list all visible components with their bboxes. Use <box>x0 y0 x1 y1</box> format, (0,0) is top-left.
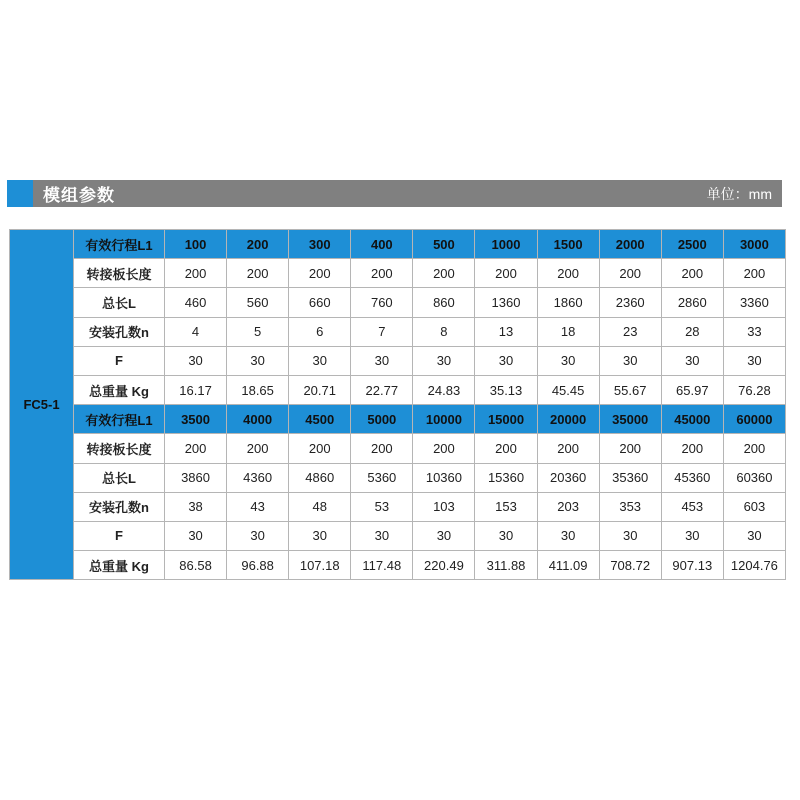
value-cell: 4000 <box>227 405 289 434</box>
value-cell: 30 <box>289 346 351 375</box>
value-cell: 200 <box>537 259 599 288</box>
row-label: F <box>74 521 165 550</box>
value-cell: 20.71 <box>289 375 351 404</box>
value-cell: 60360 <box>723 463 785 492</box>
value-cell: 400 <box>351 230 413 259</box>
value-cell: 708.72 <box>599 551 661 580</box>
value-cell: 30 <box>227 521 289 550</box>
value-cell: 300 <box>289 230 351 259</box>
total-weight-row <box>10 375 786 404</box>
value-cell: 28 <box>661 317 723 346</box>
value-cell: 200 <box>351 259 413 288</box>
value-cell: 2360 <box>599 288 661 317</box>
value-cell: 96.88 <box>227 551 289 580</box>
value-cell: 43 <box>227 492 289 521</box>
value-cell: 10000 <box>413 405 475 434</box>
model-name: FC5-1 <box>10 230 74 580</box>
row-label: F <box>74 346 165 375</box>
value-cell: 4860 <box>289 463 351 492</box>
value-cell: 1860 <box>537 288 599 317</box>
value-cell: 200 <box>227 259 289 288</box>
stroke-row <box>10 230 786 259</box>
total-length-row <box>10 288 786 317</box>
value-cell: 860 <box>413 288 475 317</box>
value-cell: 200 <box>661 434 723 463</box>
value-cell: 2500 <box>661 230 723 259</box>
value-cell: 10360 <box>413 463 475 492</box>
value-cell: 3360 <box>723 288 785 317</box>
value-cell: 103 <box>413 492 475 521</box>
f-row <box>10 346 786 375</box>
value-cell: 153 <box>475 492 537 521</box>
value-cell: 200 <box>475 434 537 463</box>
value-cell: 203 <box>537 492 599 521</box>
value-cell: 200 <box>351 434 413 463</box>
value-cell: 200 <box>599 259 661 288</box>
row-label: 总重量 Kg <box>74 375 165 404</box>
value-cell: 45000 <box>661 405 723 434</box>
value-cell: 20360 <box>537 463 599 492</box>
value-cell: 500 <box>413 230 475 259</box>
value-cell: 2860 <box>661 288 723 317</box>
f-row <box>10 521 786 550</box>
row-label: 安装孔数n <box>74 492 165 521</box>
stroke-row <box>10 405 786 434</box>
value-cell: 30 <box>165 521 227 550</box>
value-cell: 660 <box>289 288 351 317</box>
value-cell: 15360 <box>475 463 537 492</box>
value-cell: 53 <box>351 492 413 521</box>
value-cell: 18 <box>537 317 599 346</box>
value-cell: 311.88 <box>475 551 537 580</box>
value-cell: 86.58 <box>165 551 227 580</box>
value-cell: 22.77 <box>351 375 413 404</box>
value-cell: 220.49 <box>413 551 475 580</box>
value-cell: 30 <box>537 346 599 375</box>
value-cell: 30 <box>351 346 413 375</box>
value-cell: 107.18 <box>289 551 351 580</box>
value-cell: 7 <box>351 317 413 346</box>
value-cell: 30 <box>351 521 413 550</box>
value-cell: 1360 <box>475 288 537 317</box>
value-cell: 5 <box>227 317 289 346</box>
value-cell: 6 <box>289 317 351 346</box>
value-cell: 4 <box>165 317 227 346</box>
mounting-holes-row <box>10 317 786 346</box>
value-cell: 45360 <box>661 463 723 492</box>
value-cell: 200 <box>413 259 475 288</box>
value-cell: 18.65 <box>227 375 289 404</box>
value-cell: 1000 <box>475 230 537 259</box>
adapter-length-row <box>10 434 786 463</box>
section-header <box>7 180 782 207</box>
value-cell: 16.17 <box>165 375 227 404</box>
value-cell: 200 <box>227 434 289 463</box>
value-cell: 38 <box>165 492 227 521</box>
value-cell: 35360 <box>599 463 661 492</box>
value-cell: 200 <box>227 230 289 259</box>
value-cell: 30 <box>661 346 723 375</box>
value-cell: 560 <box>227 288 289 317</box>
row-label: 有效行程L1 <box>74 230 165 259</box>
value-cell: 200 <box>289 259 351 288</box>
value-cell: 200 <box>165 259 227 288</box>
value-cell: 4500 <box>289 405 351 434</box>
value-cell: 200 <box>537 434 599 463</box>
value-cell: 200 <box>661 259 723 288</box>
value-cell: 30 <box>227 346 289 375</box>
value-cell: 30 <box>723 521 785 550</box>
value-cell: 200 <box>475 259 537 288</box>
value-cell: 30 <box>599 346 661 375</box>
value-cell: 200 <box>599 434 661 463</box>
value-cell: 30 <box>475 521 537 550</box>
row-label: 总重量 Kg <box>74 551 165 580</box>
value-cell: 200 <box>413 434 475 463</box>
row-label: 转接板长度 <box>74 434 165 463</box>
value-cell: 24.83 <box>413 375 475 404</box>
row-label: 总长L <box>74 463 165 492</box>
value-cell: 13 <box>475 317 537 346</box>
spec-table-body <box>10 230 786 580</box>
value-cell: 76.28 <box>723 375 785 404</box>
row-label: 转接板长度 <box>74 259 165 288</box>
row-label: 安装孔数n <box>74 317 165 346</box>
row-label: 总长L <box>74 288 165 317</box>
value-cell: 100 <box>165 230 227 259</box>
value-cell: 65.97 <box>661 375 723 404</box>
value-cell: 200 <box>723 434 785 463</box>
value-cell: 30 <box>661 521 723 550</box>
value-cell: 30 <box>537 521 599 550</box>
value-cell: 35.13 <box>475 375 537 404</box>
adapter-length-row <box>10 259 786 288</box>
value-cell: 760 <box>351 288 413 317</box>
total-weight-row <box>10 551 786 580</box>
value-cell: 460 <box>165 288 227 317</box>
value-cell: 55.67 <box>599 375 661 404</box>
value-cell: 30 <box>599 521 661 550</box>
value-cell: 200 <box>289 434 351 463</box>
value-cell: 200 <box>165 434 227 463</box>
value-cell: 453 <box>661 492 723 521</box>
value-cell: 45.45 <box>537 375 599 404</box>
mounting-holes-row <box>10 492 786 521</box>
value-cell: 4360 <box>227 463 289 492</box>
value-cell: 200 <box>723 259 785 288</box>
value-cell: 5000 <box>351 405 413 434</box>
value-cell: 15000 <box>475 405 537 434</box>
total-length-row <box>10 463 786 492</box>
value-cell: 411.09 <box>537 551 599 580</box>
value-cell: 33 <box>723 317 785 346</box>
value-cell: 3860 <box>165 463 227 492</box>
spec-table <box>9 229 786 580</box>
value-cell: 30 <box>165 346 227 375</box>
value-cell: 3500 <box>165 405 227 434</box>
value-cell: 60000 <box>723 405 785 434</box>
unit-label: 单位：mm <box>706 185 772 202</box>
value-cell: 603 <box>723 492 785 521</box>
value-cell: 1204.76 <box>723 551 785 580</box>
value-cell: 30 <box>475 346 537 375</box>
value-cell: 30 <box>413 521 475 550</box>
value-cell: 2000 <box>599 230 661 259</box>
value-cell: 35000 <box>599 405 661 434</box>
value-cell: 117.48 <box>351 551 413 580</box>
value-cell: 907.13 <box>661 551 723 580</box>
row-label: 有效行程L1 <box>74 405 165 434</box>
value-cell: 30 <box>723 346 785 375</box>
value-cell: 20000 <box>537 405 599 434</box>
header-accent-bar <box>7 180 33 207</box>
value-cell: 48 <box>289 492 351 521</box>
value-cell: 30 <box>413 346 475 375</box>
value-cell: 1500 <box>537 230 599 259</box>
value-cell: 353 <box>599 492 661 521</box>
value-cell: 3000 <box>723 230 785 259</box>
value-cell: 8 <box>413 317 475 346</box>
value-cell: 23 <box>599 317 661 346</box>
value-cell: 5360 <box>351 463 413 492</box>
section-title: 模组参数 <box>43 186 115 205</box>
value-cell: 30 <box>289 521 351 550</box>
